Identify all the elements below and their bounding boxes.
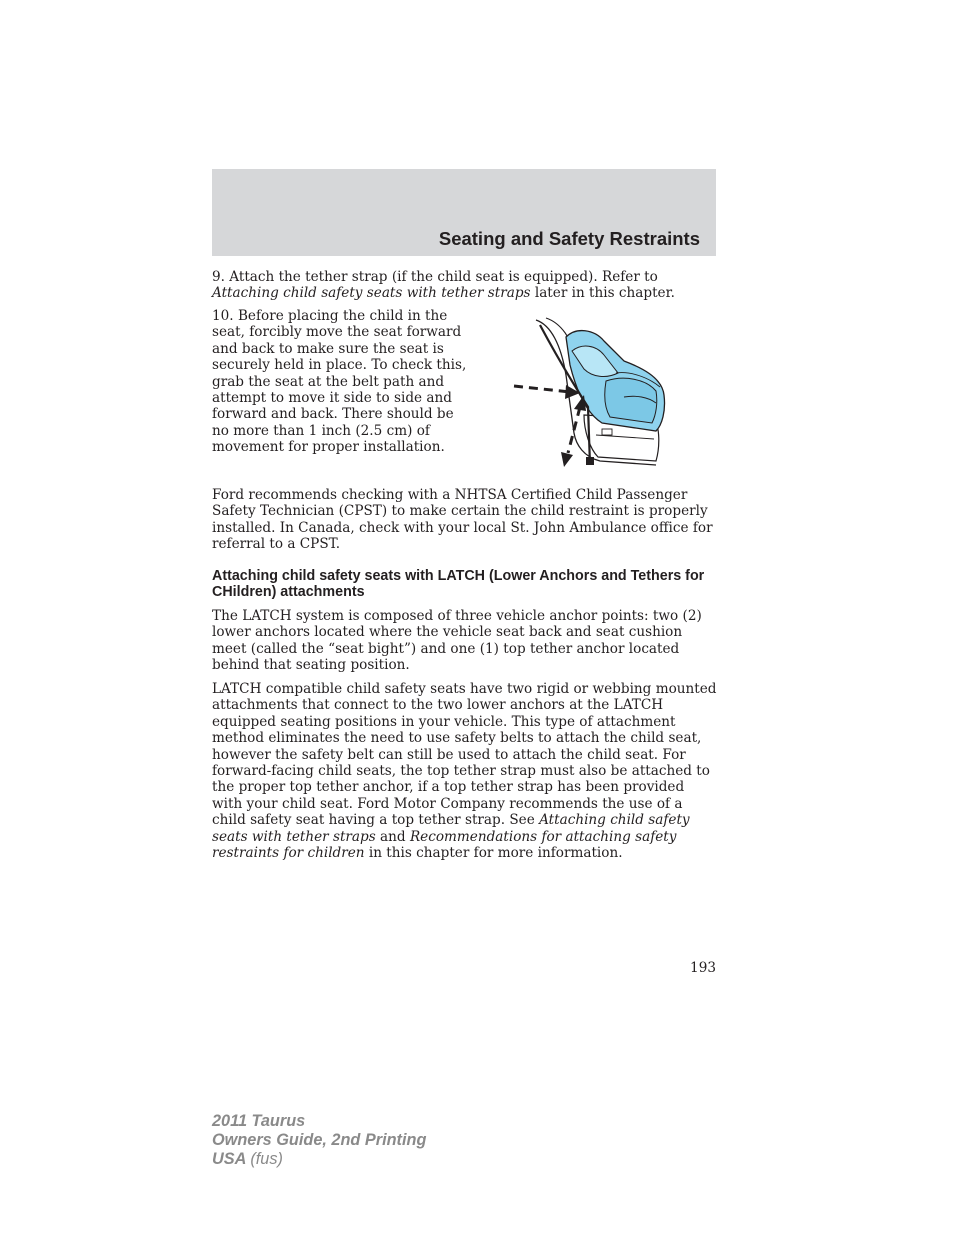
latch-paragraph-2-tail: in this chapter for more information. xyxy=(368,845,623,862)
footer-region xyxy=(212,1150,426,1169)
step-9-text: 9. Attach the tether strap (if the child seat is equipped). Refer to xyxy=(212,269,658,285)
footer-edition: Owners Guide, 2nd Printing xyxy=(212,1131,427,1149)
footer-region-name: USA xyxy=(212,1150,246,1168)
child-seat-movement-illustration xyxy=(506,315,670,473)
latch-section-heading: Attaching child safety seats with LATCH (Lower Anchors and Tethers for CHildren) attachments xyxy=(212,568,705,600)
section-header-band xyxy=(212,169,716,256)
section-title: Seating and Safety Restraints xyxy=(438,228,700,249)
latch-paragraph-1: The LATCH system is composed of three vehicle anchor points: two (2) lower anchors located where the vehicle seat back and seat cushion meet (called the “seat bight”) and one (1) top tether anchor located behind that seating position. xyxy=(212,608,702,674)
document-footer xyxy=(212,1112,426,1169)
ford-recommends-paragraph: Ford recommends checking with a NHTSA Certified Child Passenger Safety Technician (CPST) to make certain the child restraint is properly installed. In Canada, check with your local St. John Ambulance office for referral to a CPST. xyxy=(212,487,713,553)
latch-paragraph-2-and: and xyxy=(380,828,406,845)
step-9-reference: Attaching child safety seats with tether straps xyxy=(212,285,531,302)
step-10-paragraph: 10. Before placing the child in the seat, forcibly move the seat forward and back to make sure the seat is securely held in place. To check this, grab the seat at the belt path and attempt to move it side to side and forward and back. There should be no more than 1 inch (2.5 cm) of movement for proper installation. xyxy=(212,308,467,456)
latch-paragraph-2-text: LATCH compatible child safety seats have two rigid or webbing mounted attachments that connect to the two lower anchors at the LATCH equipped seating positions in your vehicle. This type of attachment method eliminates the need to use safety belts to attach the child seat, however the safety belt can still be used to attach the child seat. For forward-facing child seats, the top tether strap must also be attached to the proper top tether anchor, if a top tether strap has been provided with your child seat. Ford Motor Company recommends the use of a child safety seat having a top tether strap. See xyxy=(212,681,717,829)
step-9-tail: later in this chapter. xyxy=(534,285,675,302)
step-9-paragraph xyxy=(212,269,718,302)
latch-reference-1: Attaching child safety seats with tether straps xyxy=(212,812,690,845)
footer-region-code: (fus) xyxy=(250,1150,283,1168)
latch-reference-2: Recommendations for attaching safety restraints for children xyxy=(212,828,677,862)
page-number: 193 xyxy=(690,960,716,976)
footer-model: 2011 Taurus xyxy=(212,1112,306,1130)
latch-paragraph-2 xyxy=(212,681,718,861)
